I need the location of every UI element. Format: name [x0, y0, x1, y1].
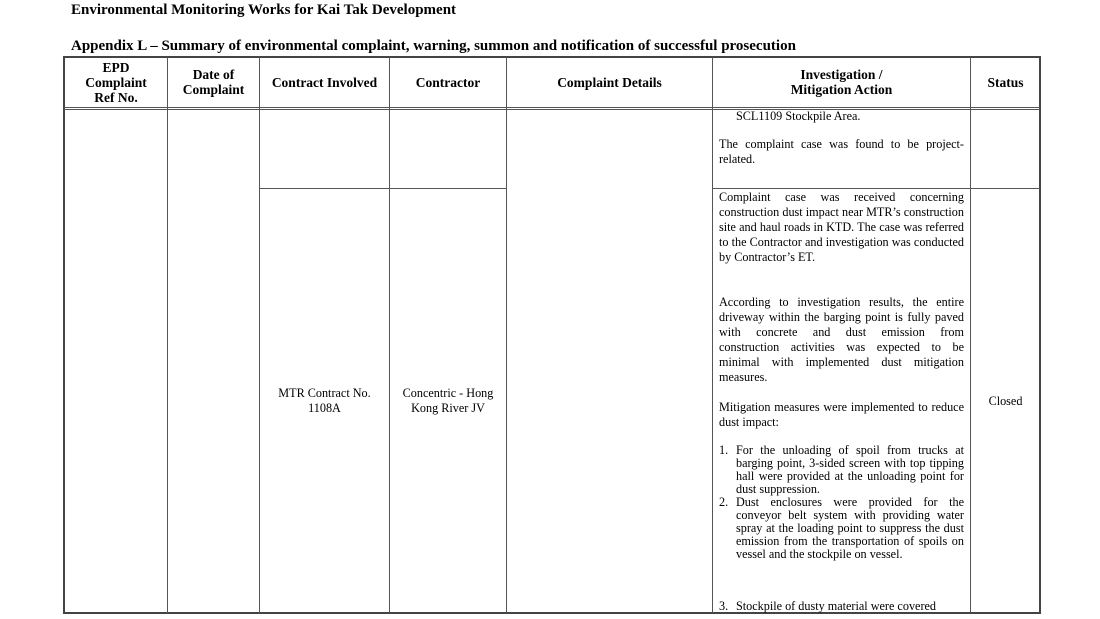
- header-date: Date of Complaint: [182, 67, 245, 97]
- row-divider: [259, 188, 506, 189]
- header-contractor: Contractor: [415, 74, 481, 90]
- header-contract: Contract Involved: [271, 74, 378, 90]
- header-investigation: Investigation / Mitigation Action: [790, 67, 893, 97]
- contractor-cell: Concentric - Hong Kong River JV: [402, 386, 494, 415]
- contract-cell: MTR Contract No. 1108A: [278, 386, 371, 415]
- column-divider: [970, 57, 971, 613]
- mitigation-list-item: 3. Stockpile of dusty material were covered: [719, 599, 937, 613]
- document-title: Environmental Monitoring Works for Kai Tak Development: [71, 2, 457, 18]
- investigation-paragraph-1: Complaint case was received concerning construction dust impact near MTR’s construction site and haul roads in KTD. The case was referred to the Contractor and investigation was conducted by Contractor’s ET.: [719, 190, 964, 264]
- column-divider: [506, 57, 507, 613]
- investigation-continued-paragraph: The complaint case was found to be project-related.: [719, 137, 964, 166]
- column-divider: [259, 57, 260, 613]
- investigation-continued-line: SCL1109 Stockpile Area.: [736, 109, 861, 123]
- column-divider: [167, 57, 168, 613]
- appendix-title: Appendix L – Summary of environmental complaint, warning, summon and notification of successful prosecution: [71, 38, 796, 54]
- row-divider: [712, 188, 1040, 189]
- mitigation-list-item: 1. For the unloading of spoil from trucks at barging point, 3-sided screen with top tipping hall were provided at the unloading point for dust suppression.: [719, 443, 964, 496]
- column-divider: [389, 57, 390, 613]
- column-divider: [712, 57, 713, 613]
- investigation-paragraph-2: According to investigation results, the entire driveway within the barging point is fully paved with concrete and dust emission from construction activities was expected to be minimal with implemented dust mitigation measures.: [719, 295, 964, 384]
- status-cell: Closed: [988, 394, 1023, 408]
- mitigation-list-item: 2. Dust enclosures were provided for the conveyor belt system with providing water spray at the loading point to suppress the dust emission from the transportation of spoils on vessel and the stockpile on vessel.: [719, 495, 964, 561]
- header-details: Complaint Details: [557, 74, 662, 90]
- investigation-paragraph-3: Mitigation measures were implemented to reduce dust impact:: [719, 400, 964, 429]
- header-divider: [64, 107, 1040, 110]
- header-epd-ref: EPD Complaint Ref No.: [85, 59, 147, 105]
- header-status: Status: [987, 74, 1024, 90]
